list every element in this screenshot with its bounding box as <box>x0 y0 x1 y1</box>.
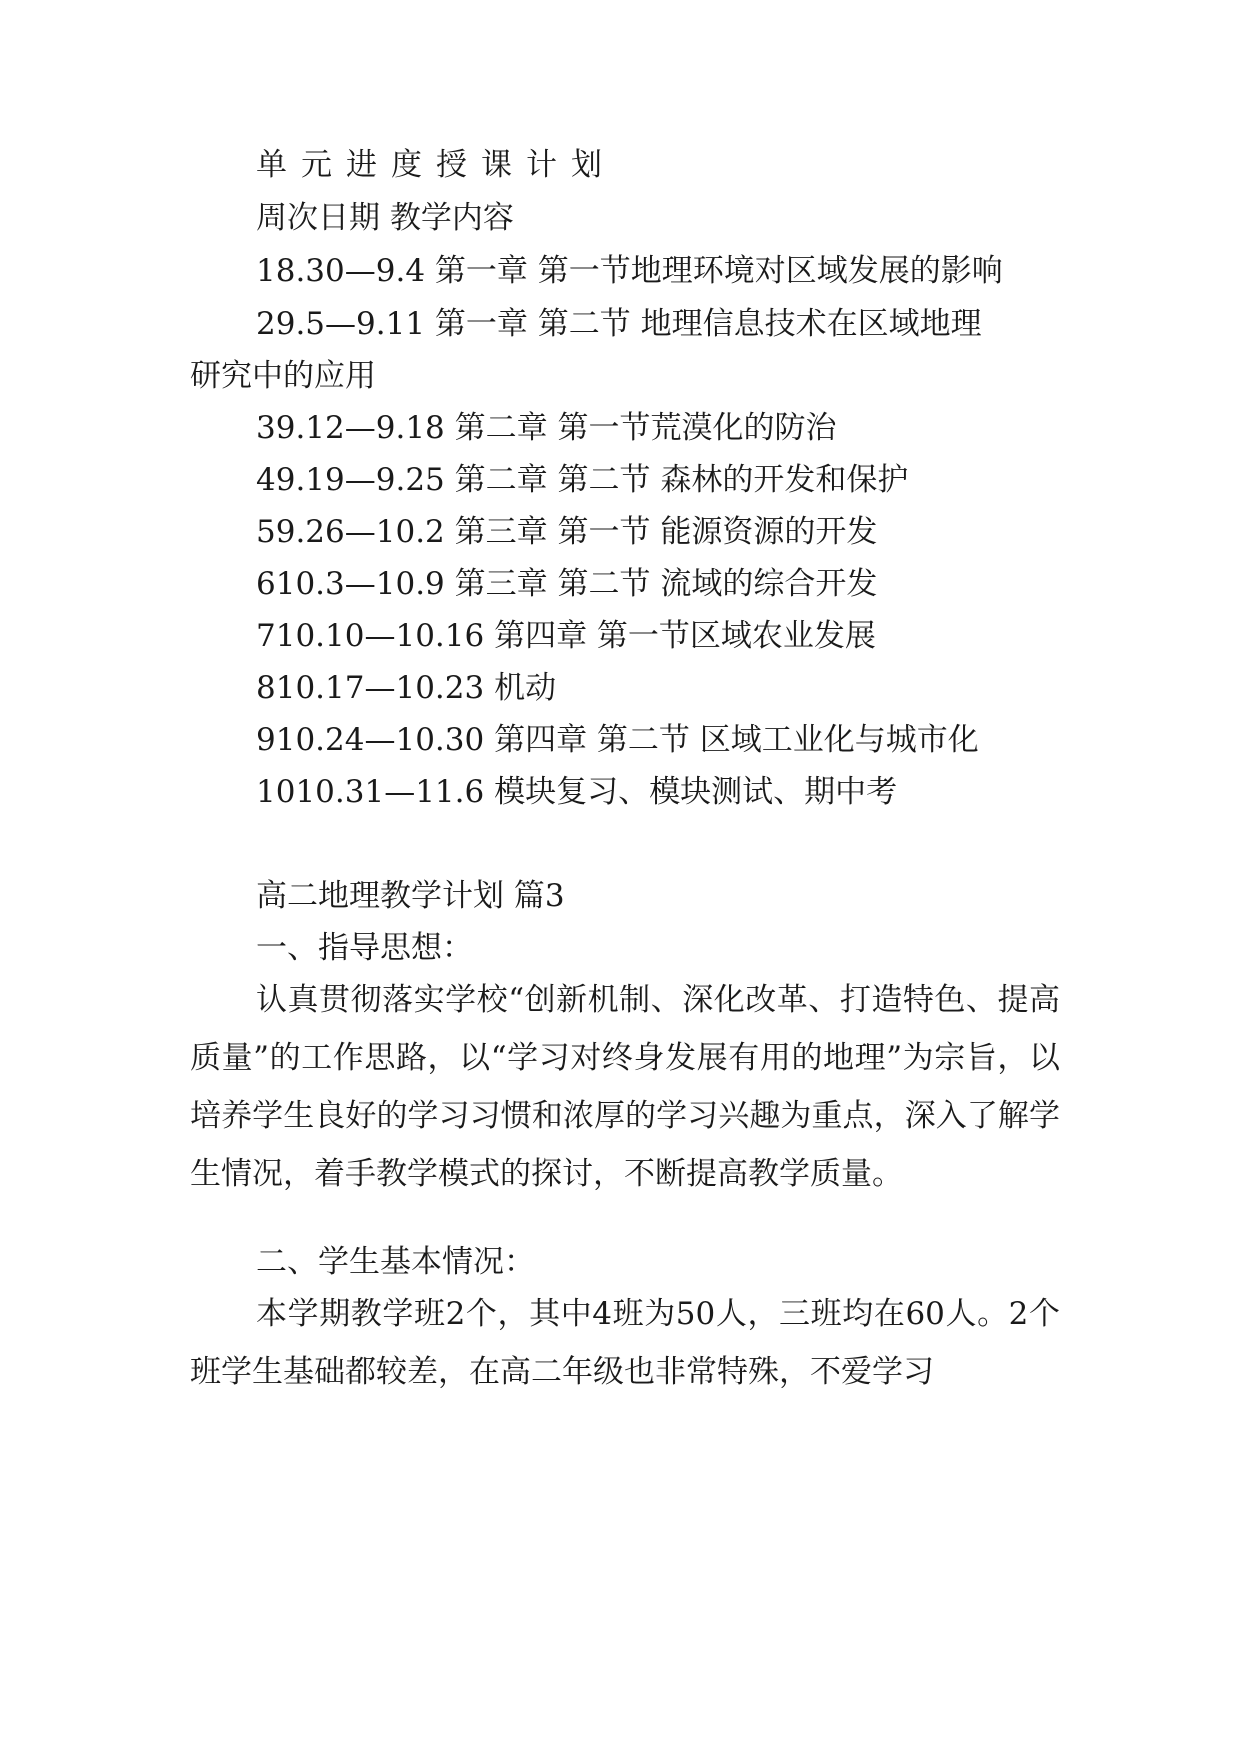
schedule-row: 710.10—10.16 第四章 第一节区域农业发展 <box>256 618 876 654</box>
guiding-paragraph: 认真贯彻落实学校“创新机制、深化改革、打造特色、提高质量”的工作思路，以“学习对终身发展有用的地理”为宗旨，以培养学生良好的学习习惯和浓厚的学习兴趣为重点，深入了解学生情况，着手教学模式的探讨，不断提高教学质量。 <box>190 982 1060 1192</box>
schedule-row: 18.30—9.4 第一章 第一节地理环境对区域发展的影响 <box>256 253 1003 289</box>
plan-title: 单元进度授课计划 <box>256 147 616 183</box>
schedule-row: 49.19—9.25 第二章 第二节 森林的开发和保护 <box>256 462 909 498</box>
schedule-row-continuation: 研究中的应用 <box>190 358 376 394</box>
schedule-row: 810.17—10.23 机动 <box>256 670 557 706</box>
table-header: 周次日期 教学内容 <box>256 200 514 236</box>
schedule-row: 610.3—10.9 第三章 第二节 流域的综合开发 <box>256 566 878 602</box>
section-heading: 一、指导思想： <box>256 930 473 966</box>
schedule-row: 1010.31—11.6 模块复习、模块测试、期中考 <box>256 774 898 810</box>
schedule-row: 59.26—10.2 第三章 第一节 能源资源的开发 <box>256 514 878 550</box>
schedule-row: 39.12—9.18 第二章 第一节荒漠化的防治 <box>256 410 837 446</box>
schedule-row: 29.5—9.11 第一章 第二节 地理信息技术在区域地理 <box>256 306 982 342</box>
students-paragraph: 本学期教学班2个，其中4班为50人，三班均在60人。2个班学生基础都较差，在高二年级也非常特殊，不爱学习 <box>190 1296 1060 1390</box>
section-heading: 二、学生基本情况： <box>256 1244 535 1280</box>
section-title: 高二地理教学计划 篇3 <box>256 878 565 914</box>
schedule-row: 910.24—10.30 第四章 第二节 区域工业化与城市化 <box>256 722 979 758</box>
